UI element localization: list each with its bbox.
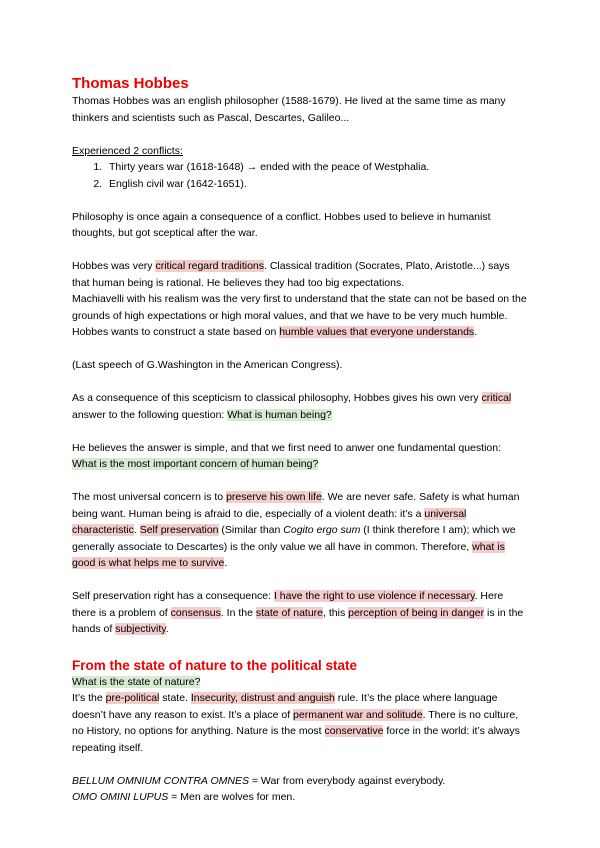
construct-paragraph: Hobbes wants to construct a state based on humble values that everyone understands. — [72, 326, 478, 338]
highlight: perception of being in danger — [348, 606, 485, 619]
document-title: Thomas Hobbes — [72, 75, 189, 92]
highlight: critical regard traditions — [155, 260, 264, 272]
highlight: critical — [481, 392, 512, 404]
conflicts-heading: Experienced 2 conflicts: — [72, 144, 183, 157]
state-of-nature-question — [72, 674, 528, 691]
highlight: consensus — [170, 606, 221, 619]
section-heading: From the state of nature to the political state — [72, 657, 358, 673]
intro-paragraph: Thomas Hobbes was an english philosopher (1588-1679). He lived at the same time as many thinkers and scientists such as Pascal, Descartes, Galileo... — [72, 95, 506, 124]
highlight: universal characteristic — [72, 507, 467, 536]
question-highlight: What is human being? — [227, 408, 332, 421]
latin-phrase: Cogito ergo sum — [283, 524, 361, 536]
highlight: Self preservation — [139, 524, 219, 536]
state-of-nature-paragraph: It’s the pre-political state. Insecurity, distrust and anguish rule. It’s the place where language doesn’t have any reason to exist. It’s a place of permanent war and solitude. There is no culture, no History, no options for anything. Nature is the most conservative force in the world: it’s always repeating itself. — [72, 692, 520, 754]
scepticism-paragraph: As a consequence of this scepticism to classical philosophy, Hobbes gives his own very critical answer to the following question: What is human being? — [72, 392, 512, 421]
latin-phrase: OMO OMINI LUPUS — [72, 791, 169, 803]
simple-paragraph: He believes the answer is simple, and that we first need to anwer one fundamental question: What is the most important concern of human being? — [72, 441, 501, 470]
latin-line-2: OMO OMINI LUPUS = Men are wolves for men. — [72, 791, 296, 803]
highlight: subjectivity — [115, 623, 166, 635]
highlight: state of nature — [255, 606, 324, 619]
critical-paragraph: Hobbes was very critical regard traditions. Classical tradition (Socrates, Plato, Aristotle...) says that human being is rational. He believes they had too big expectations. — [72, 260, 510, 289]
concern-paragraph: The most universal concern is to preserve his own life. We are never safe. Safety is what human being want. Human being is afraid to die, especially of a violent death: it’s a universal characteristic. Self preservation (Similar than Cogito ergo sum (I think therefore I am); which we generally associate to Descartes) is the only value we all have in common. Therefore, what is good is what helps me to survive. — [72, 491, 520, 569]
latin-phrase: BELLUM OMNIUM CONTRA OMNES — [72, 774, 249, 787]
highlight: what is good is what helps me to survive — [72, 540, 505, 569]
highlight: preserve his own life — [226, 491, 322, 503]
selfpreservation-paragraph: Self preservation right has a consequence: I have the right to use violence if necessary. Here there is a problem of consensus. In the state of nature, this perception of being in danger is in the hands of subjectivity. — [72, 590, 524, 635]
philosophy-paragraph: Philosophy is once again a consequence of a conflict. Hobbes used to believe in humanist thoughts, but got sceptical after the war. — [72, 210, 491, 239]
washington-paragraph: (Last speech of G.Washington in the American Congress). — [72, 359, 343, 371]
question-highlight: What is the state of nature? — [72, 675, 201, 688]
question-highlight: What is the most important concern of human being? — [72, 458, 319, 470]
list-item: 2. English civil war (1642-1651). — [105, 176, 528, 193]
highlight: conservative — [324, 725, 384, 737]
conflicts-list — [72, 159, 528, 192]
highlight: permanent war and solitude — [293, 708, 423, 721]
list-item: 1. Thirty years war (1618-1648) → ended with the peace of Westphalia. — [105, 159, 528, 176]
highlight: humble values that everyone understands — [279, 326, 475, 338]
document-page — [72, 74, 528, 806]
highlight: Insecurity, distrust and anguish — [190, 692, 335, 704]
highlight: pre-political — [105, 692, 160, 704]
latin-line-1: BELLUM OMNIUM CONTRA OMNES = War from everybody against everybody. — [72, 774, 446, 787]
highlight: I have the right to use violence if necessary — [273, 590, 475, 602]
machiavelli-paragraph: Machiavelli with his realism was the very first to understand that the state can not be based on the grounds of high expectations or high moral values, and that we have to be very much humble. — [72, 293, 527, 322]
